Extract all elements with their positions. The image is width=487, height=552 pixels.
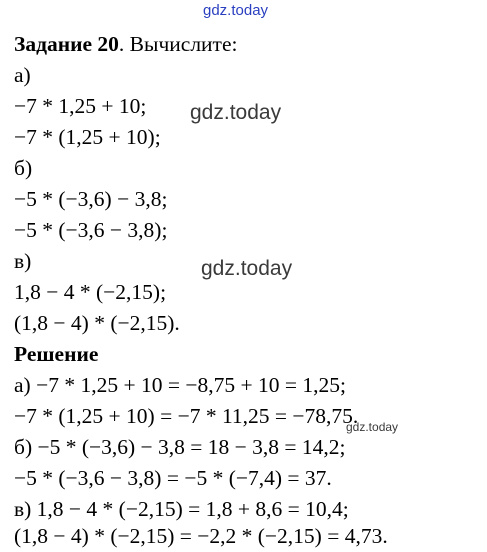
part-b-expression-2: −5 * (−3,6 − 3,8); [14, 218, 168, 242]
task-title [14, 30, 237, 58]
solution-line-2: −7 * (1,25 + 10) = −7 * 11,25 = −78,75. [14, 404, 359, 428]
solution-line-6: (1,8 − 4) * (−2,15) = −2,2 * (−2,15) = 4,73. [14, 524, 388, 548]
solution-heading: Решение [14, 342, 99, 366]
part-a-expression-1: −7 * 1,25 + 10; [14, 94, 147, 118]
watermark-2: gdz.today [201, 257, 293, 280]
part-c-expression-2: (1,8 − 4) * (−2,15). [14, 311, 180, 335]
part-a-expression-2: −7 * (1,25 + 10); [14, 125, 161, 149]
part-c-expression-1: 1,8 − 4 * (−2,15); [14, 280, 167, 304]
task-number: Задание 20 [14, 32, 119, 56]
part-b-expression-1: −5 * (−3,6) − 3,8; [14, 187, 168, 211]
part-b-label: б) [14, 156, 33, 180]
watermark-top: gdz.today [203, 2, 269, 19]
task-instruction: . Вычислите: [118, 32, 238, 56]
solution-line-4: −5 * (−3,6 − 3,8) = −5 * (−7,4) = 37. [14, 466, 332, 490]
part-a-label: а) [14, 63, 31, 87]
solution-line-5: в) 1,8 − 4 * (−2,15) = 1,8 + 8,6 = 10,4; [14, 497, 349, 521]
part-c-label: в) [14, 249, 32, 273]
watermark-3: gdz.today [346, 420, 399, 434]
solution-line-3: б) −5 * (−3,6) − 3,8 = 18 − 3,8 = 14,2; [14, 435, 346, 459]
solution-line-1: а) −7 * 1,25 + 10 = −8,75 + 10 = 1,25; [14, 373, 346, 397]
watermark-1: gdz.today [190, 101, 282, 124]
